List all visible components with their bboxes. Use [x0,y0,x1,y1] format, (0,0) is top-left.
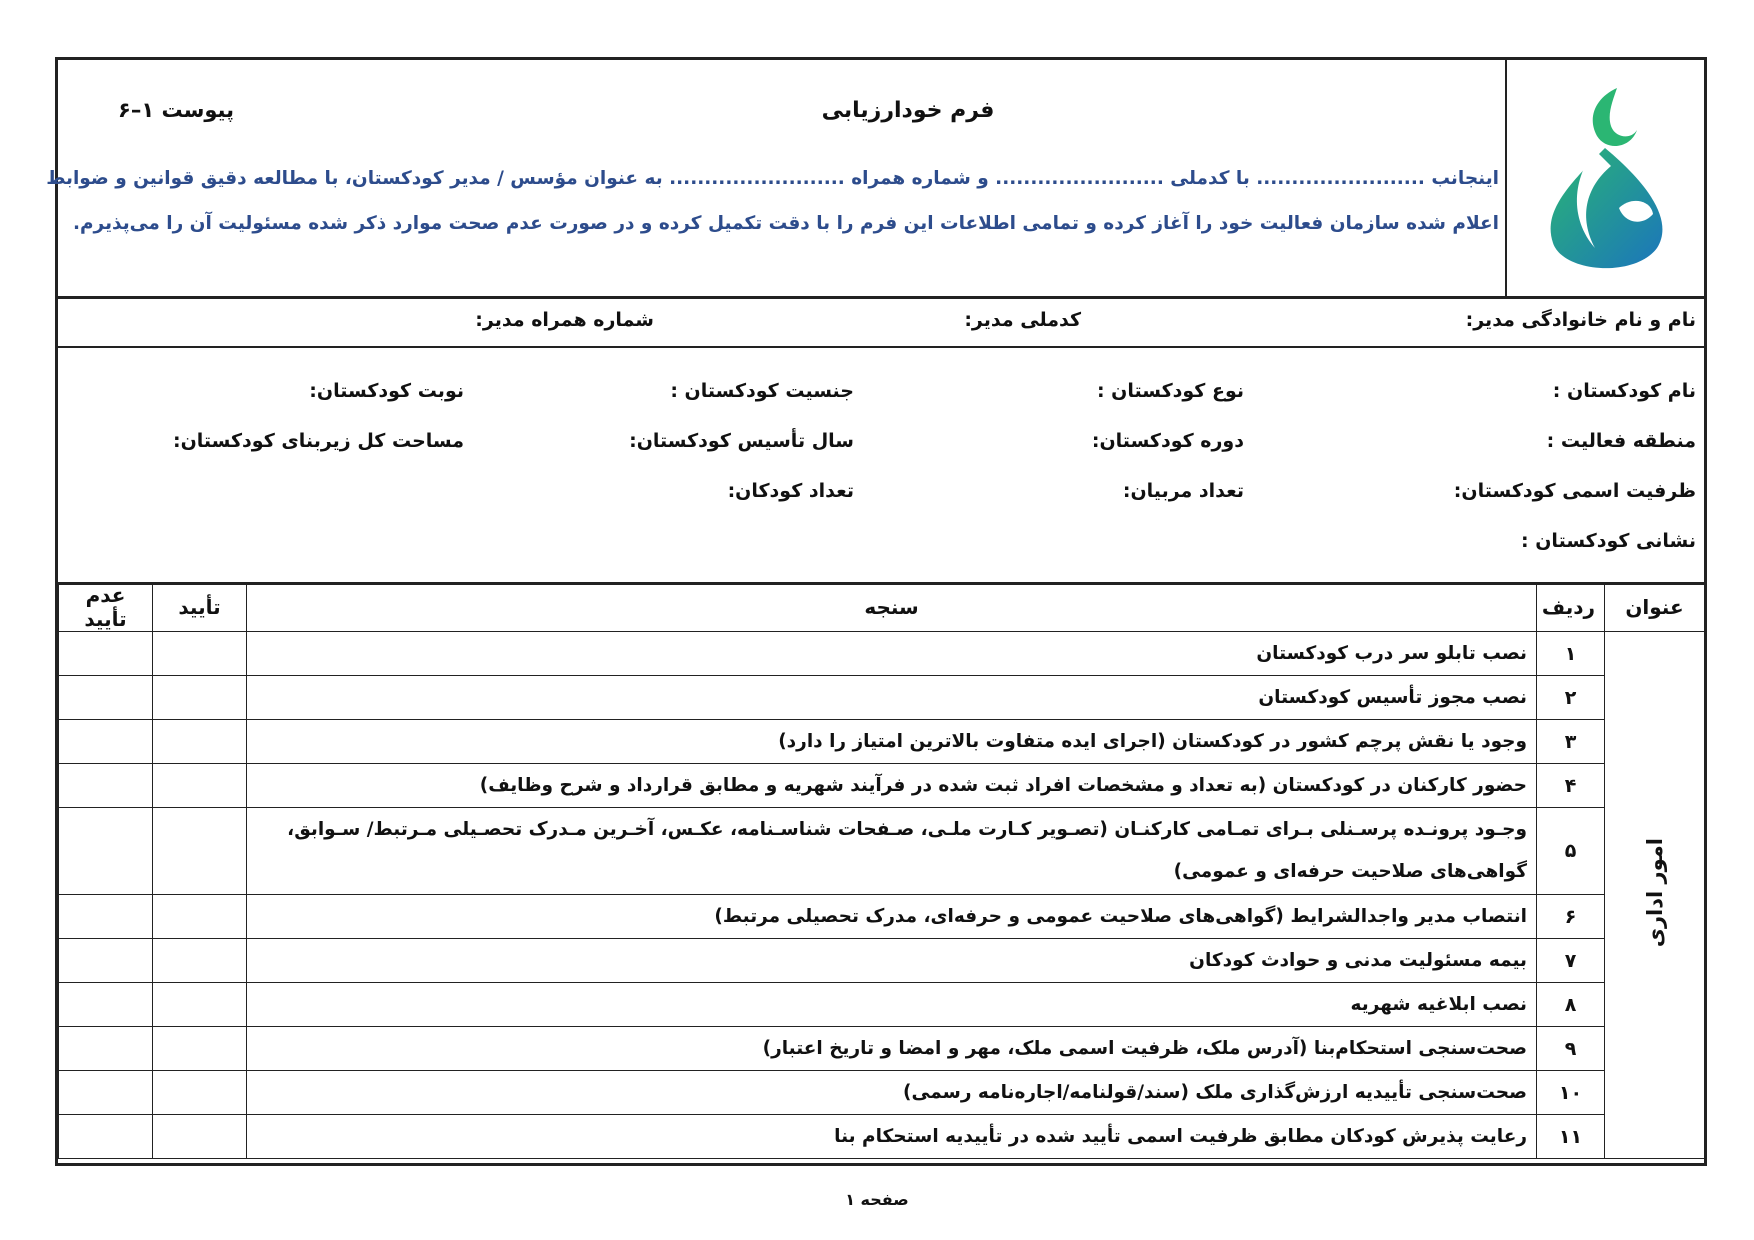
manager-mobile-label: شماره همراه مدیر: [475,309,654,331]
kg-area-label: مساحت کل زیربنای کودکستان: [172,430,464,452]
intro-line-2: اعلام شده سازمان فعالیت خود را آغاز کرده و تمامی اطلاعات این فرم را با دقت تکمیل کرده و در صورت عدم صحت موارد ذکر شده مسئولیت آن را می‌پذیرم. [72,213,1499,234]
criterion-text: نصب ابلاغیه شهریه [247,983,1537,1027]
table-row [59,808,1705,895]
category-cell [1605,632,1705,1159]
approve-cell[interactable] [153,676,247,720]
criterion-text: نصب تابلو سر درب کودکستان [247,632,1537,676]
row-number: ۱ [1537,632,1605,676]
reject-cell[interactable] [59,632,153,676]
row-number: ۴ [1537,764,1605,808]
criterion-text: نصب مجوز تأسیس کودکستان [247,676,1537,720]
logo-cell [1505,60,1704,296]
reject-cell[interactable] [59,808,153,895]
reject-cell[interactable] [59,983,153,1027]
criterion-text: انتصاب مدیر واجدالشرایط (گواهی‌های صلاحیت عمومی و حرفه‌ای، مدرک تحصیلی مرتبط) [247,895,1537,939]
table-header-row [59,583,1705,632]
table-row [59,764,1705,808]
manager-row [58,296,1704,348]
kg-capacity-label: ظرفیت اسمی کودکستان: [1453,480,1696,502]
header-category: عنوان [1605,583,1705,632]
reject-cell[interactable] [59,895,153,939]
kindergarten-info [58,346,1704,585]
intro-line-1: اینجانب ........................ با کدملی ........................ و شماره همراه ......................... به عنوان مؤسس / مدیر کودکستان، با مطالعه دقیق قوانین و ضوابط [46,168,1499,189]
form-header [46,60,1704,299]
approve-cell[interactable] [153,1027,247,1071]
row-number: ۹ [1537,1027,1605,1071]
table-row [59,1027,1705,1071]
table-row [59,939,1705,983]
row-number: ۶ [1537,895,1605,939]
table-row [59,1115,1705,1159]
reject-cell[interactable] [59,676,153,720]
kg-children-label: تعداد کودکان: [727,480,854,502]
table-row [59,720,1705,764]
approve-cell[interactable] [153,1115,247,1159]
kg-region-label: منطقه فعالیت : [1546,430,1696,452]
category-label: امور اداری [1642,837,1667,948]
reject-cell[interactable] [59,939,153,983]
criterion-text: رعایت پذیرش کودکان مطابق ظرفیت اسمی تأیید شده در تأییدیه استحکام بنا [247,1115,1537,1159]
kg-address-label: نشانی کودکستان : [1521,530,1696,552]
kg-type-label: نوع کودکستان : [1096,380,1244,402]
kg-shift-label: نوبت کودکستان: [309,380,464,402]
manager-name-label: نام و نام خانوادگی مدیر: [1465,309,1696,331]
approve-cell[interactable] [153,983,247,1027]
row-number: ۲ [1537,676,1605,720]
manager-national-id-label: کدملی مدیر: [964,309,1081,331]
criterion-text: صحت‌سنجی تأییدیه ارزش‌گذاری ملک (سند/قولنامه/اجاره‌نامه رسمی) [247,1071,1537,1115]
form-title: فرم خودارزیابی [821,98,995,123]
assessment-table [58,582,1705,1159]
table-row [59,983,1705,1027]
organization-logo [1535,78,1675,278]
approve-cell[interactable] [153,808,247,895]
reject-cell[interactable] [59,1115,153,1159]
kg-gender-label: جنسیت کودکستان : [670,380,854,402]
row-number: ۸ [1537,983,1605,1027]
reject-cell[interactable] [59,1071,153,1115]
criterion-text: حضور کارکنان در کودکستان (به تعداد و مشخصات افراد ثبت شده در فرآیند شهریه و مطابق قرارداد و شرح وظایف) [247,764,1537,808]
reject-cell[interactable] [59,1027,153,1071]
row-number: ۳ [1537,720,1605,764]
row-number: ۱۰ [1537,1071,1605,1115]
criterion-text: وجـود پرونـده پرسـنلی بـرای تمـامی کارکنـان (تصـویر کـارت ملـی، صـفحات شناسـنامه، عکـس، آخـرین مـدرک تحصـیلی مـرتبط/ سـوابق، گواهی‌های صلاحیت حرفه‌ای و عمومی) [247,808,1537,895]
kg-teachers-label: تعداد مربیان: [1122,480,1244,502]
reject-cell[interactable] [59,764,153,808]
annex-number: پیوست ۱–۶ [118,98,234,122]
criterion-text: صحت‌سنجی استحکام‌بنا (آدرس ملک، ظرفیت اسمی ملک، مهر و امضا و تاریخ اعتبار) [247,1027,1537,1071]
reject-cell[interactable] [59,720,153,764]
kg-founded-label: سال تأسیس کودکستان: [629,430,854,452]
header-approve: تأیید [153,583,247,632]
table-row [59,632,1705,676]
approve-cell[interactable] [153,764,247,808]
page-number: صفحه ۱ [845,1190,909,1209]
row-number: ۱۱ [1537,1115,1605,1159]
kg-period-label: دوره کودکستان: [1091,430,1244,452]
approve-cell[interactable] [153,632,247,676]
approve-cell[interactable] [153,1071,247,1115]
criterion-text: وجود یا نقش پرچم کشور در کودکستان (اجرای ایده متفاوت بالاترین امتیاز را دارد) [247,720,1537,764]
header-reject: عدم تأیید [59,583,153,632]
criterion-text: بیمه مسئولیت مدنی و حوادث کودکان [247,939,1537,983]
table-row [59,1071,1705,1115]
form-frame [46,57,1707,1166]
row-number: ۵ [1537,808,1605,895]
kg-name-label: نام کودکستان : [1552,380,1696,402]
header-criterion: سنجه [247,583,1537,632]
approve-cell[interactable] [153,939,247,983]
header-row: ردیف [1537,583,1605,632]
table-row [59,676,1705,720]
approve-cell[interactable] [153,720,247,764]
table-row [59,895,1705,939]
approve-cell[interactable] [153,895,247,939]
row-number: ۷ [1537,939,1605,983]
